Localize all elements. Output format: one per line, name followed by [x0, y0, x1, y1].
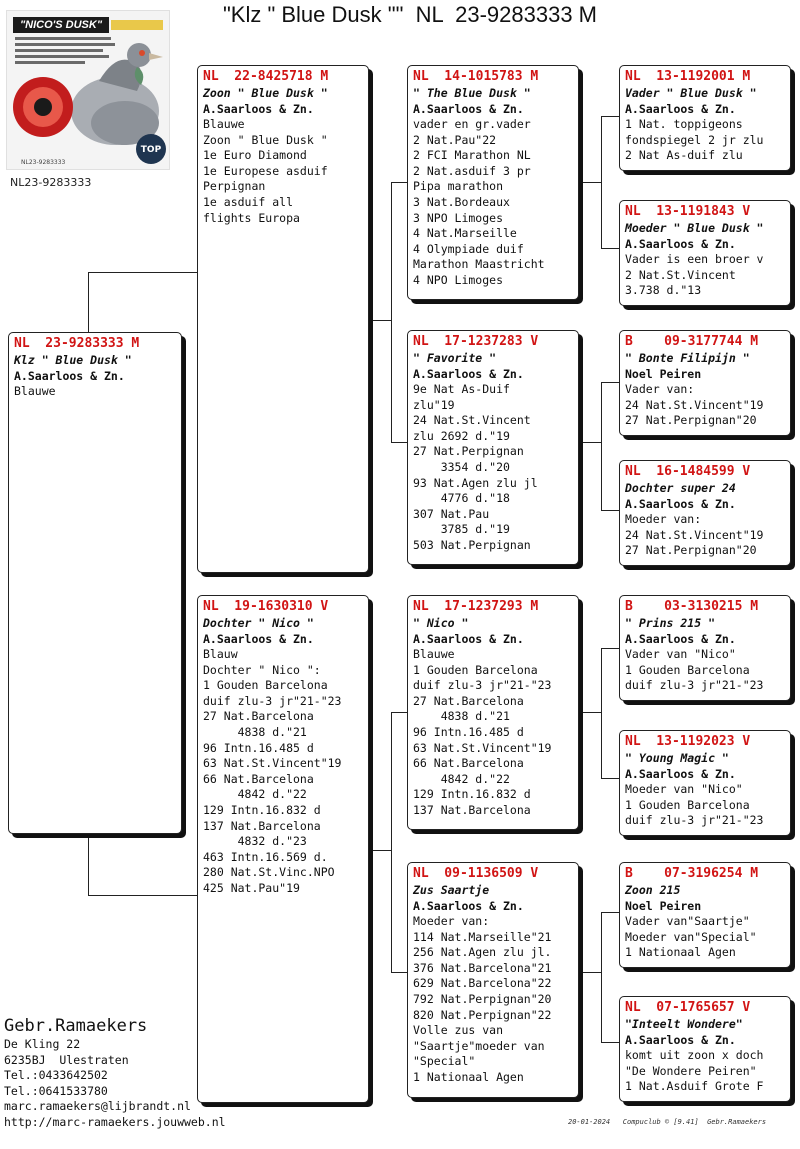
ring-number: NL 22-8425718 M [203, 69, 329, 84]
info-line: Blauwe [14, 384, 56, 398]
info-line: 2 Nat.Pau"22 [413, 132, 497, 147]
info-line: flights Europa [203, 210, 300, 225]
pedigree-box-fm [407, 330, 579, 565]
breeder-name: A.Saarloos & Zn. [625, 767, 736, 781]
info-line: 2 Nat.asduif 3 pr [413, 163, 531, 178]
ring-number: NL 19-1630310 V [203, 599, 329, 614]
pedigree-box-mmf [619, 862, 791, 968]
owner-name: Gebr.Ramaekers [4, 1016, 148, 1036]
pedigree-box-father [197, 65, 369, 573]
info-line: Volle zus van [413, 1023, 504, 1038]
breeder-name: A.Saarloos & Zn. [413, 367, 524, 381]
pigeon-name: Zus Saartje [413, 883, 490, 897]
breeder-name: A.Saarloos & Zn. [625, 632, 736, 646]
info-line: Perpignan [203, 179, 266, 194]
pigeon-name: Klz " Blue Dusk " [14, 353, 132, 367]
breeder-name: A.Saarloos & Zn. [14, 369, 125, 383]
owner-mobile: Tel.:0641533780 [4, 1083, 108, 1098]
pigeon-name: Dochter super 24 [625, 481, 736, 495]
info-line: 1e Europese asduif [203, 163, 328, 178]
pedigree-box-mf [407, 595, 579, 830]
pedigree-box-ff [407, 65, 579, 300]
info-line: 4842 d."22 [413, 771, 510, 786]
info-line: 307 Nat.Pau [413, 506, 490, 521]
pigeon-name: Dochter " Nico " [203, 616, 314, 630]
owner-website: http://marc-ramaekers.jouwweb.nl [4, 1114, 226, 1129]
info-line: 27 Nat.Barcelona [413, 693, 524, 708]
pigeon-name: " Nico " [413, 616, 469, 630]
info-line: 1 Nationaal Agen [625, 945, 736, 960]
info-line: Blauwe [203, 117, 245, 131]
photo-banner: "NICO'S DUSK" [13, 17, 109, 33]
info-line: Blauw [203, 647, 238, 661]
info-line: Dochter " Nico ": [203, 662, 321, 677]
info-line: 3 NPO Limoges [413, 210, 504, 225]
ring-number: NL 17-1237283 V [413, 334, 539, 349]
ring-number: NL 17-1237293 M [413, 599, 539, 614]
info-line: 4 Nat.Marseille [413, 226, 517, 241]
info-line: Vader van"Saartje" [625, 914, 750, 928]
info-line: 9e Nat As-Duif [413, 382, 510, 396]
photo-id-label: NL23-9283333 [10, 176, 92, 189]
info-line: Moeder van "Nico" [625, 782, 743, 796]
info-line: 1 Gouden Barcelona [625, 662, 750, 677]
info-line: 63 Nat.St.Vincent"19 [203, 756, 342, 771]
ring-number: NL 13-1191843 V [625, 204, 751, 219]
info-line: 376 Nat.Barcelona"21 [413, 960, 552, 975]
breeder-name: A.Saarloos & Zn. [625, 497, 736, 511]
info-line: 1 Gouden Barcelona [203, 678, 328, 693]
pigeon-name: " Young Magic " [625, 751, 729, 765]
info-line: Moeder van"Special" [625, 929, 757, 944]
info-line: 280 Nat.St.Vinc.NPO [203, 865, 335, 880]
info-line: 137 Nat.Barcelona [413, 802, 531, 817]
info-line: 629 Nat.Barcelona"22 [413, 976, 552, 991]
info-line: 66 Nat.Barcelona [413, 756, 524, 771]
info-line: 27 Nat.Perpignan"20 [625, 543, 757, 558]
pedigree-box-fff [619, 65, 791, 171]
info-line: 93 Nat.Agen zlu jl [413, 475, 538, 490]
owner-phone: Tel.:0433642502 [4, 1068, 108, 1083]
info-line: Marathon Maastricht [413, 257, 545, 272]
pigeon-name: "Inteelt Wondere" [625, 1017, 743, 1031]
breeder-name: A.Saarloos & Zn. [625, 1033, 736, 1047]
info-line: 820 Nat.Perpignan"22 [413, 1007, 552, 1022]
info-line: Vader is een broer v [625, 252, 764, 266]
info-line: 1 Nationaal Agen [413, 1069, 524, 1084]
info-line: Vader van: [625, 382, 695, 396]
pedigree-box-mmm [619, 996, 791, 1102]
info-line: 4 Olympiade duif [413, 241, 524, 256]
breeder-name: A.Saarloos & Zn. [413, 102, 524, 116]
breeder-name: A.Saarloos & Zn. [413, 632, 524, 646]
info-line: 24 Nat.St.Vincent"19 [625, 527, 764, 542]
info-line: 1 Gouden Barcelona [413, 662, 538, 677]
ring-number: NL 14-1015783 M [413, 69, 539, 84]
info-line: 792 Nat.Perpignan"20 [413, 991, 552, 1006]
info-line: fondspiegel 2 jr zlu [625, 132, 764, 147]
info-line: 129 Intn.16.832 d [413, 787, 531, 802]
info-line: 137 Nat.Barcelona [203, 818, 321, 833]
owner-block [4, 1015, 226, 1131]
info-line: 24 Nat.St.Vincent [413, 413, 531, 428]
ring-number: NL 07-1765657 V [625, 1000, 751, 1015]
breeder-name: A.Saarloos & Zn. [203, 632, 314, 646]
owner-address: De Kling 22 [4, 1037, 81, 1051]
pedigree-box-fmm [619, 460, 791, 566]
pedigree-box-fmf [619, 330, 791, 436]
info-line: duif zlu-3 jr"21-"23 [413, 678, 552, 693]
pigeon-name: " Bonte Filipijn " [625, 351, 750, 365]
info-line: "Saartje"moeder van [413, 1038, 545, 1053]
pigeon-photo [6, 10, 170, 170]
pedigree-box-subject [8, 332, 182, 834]
info-line: 3785 d."19 [413, 522, 510, 537]
info-line: 3.738 d."13 [625, 283, 702, 298]
ring-number: NL 23-9283333 M [14, 336, 140, 351]
info-line: 3 Nat.Bordeaux [413, 194, 510, 209]
info-line: 4842 d."22 [203, 787, 307, 802]
info-line: Blauwe [413, 647, 455, 661]
info-line: 4838 d."21 [413, 709, 510, 724]
info-line: 2 FCI Marathon NL [413, 148, 531, 163]
info-line: 503 Nat.Perpignan [413, 537, 531, 552]
ring-number: NL 13-1192023 V [625, 734, 751, 749]
info-line: Vader van "Nico" [625, 647, 736, 661]
footer-credits: 20-01-2024 Compuclub © [9.41] Gebr.Ramaekers [568, 1118, 767, 1126]
info-line: 4832 d."23 [203, 834, 307, 849]
info-line: 1 Gouden Barcelona [625, 797, 750, 812]
info-line: 114 Nat.Marseille"21 [413, 929, 552, 944]
info-line: 27 Nat.Barcelona [203, 709, 314, 724]
ring-number: B 09-3177744 M [625, 334, 759, 349]
info-line: zlu 2692 d."19 [413, 428, 510, 443]
pedigree-box-mff [619, 595, 791, 701]
info-line: 1e Euro Diamond [203, 148, 307, 163]
svg-text:TOP: TOP [140, 145, 162, 155]
breeder-name: A.Saarloos & Zn. [625, 102, 736, 116]
pigeon-name: " Prins 215 " [625, 616, 716, 630]
pigeon-illustration [7, 11, 169, 169]
info-line: 1 Nat.Asduif Grote F [625, 1079, 764, 1094]
pigeon-name: " The Blue Dusk " [413, 86, 531, 100]
info-line: duif zlu-3 jr"21-"23 [625, 678, 764, 693]
info-line: 463 Intn.16.569 d. [203, 849, 328, 864]
breeder-name: Noel Peiren [625, 899, 702, 913]
info-line: 24 Nat.St.Vincent"19 [625, 397, 764, 412]
info-line: "Special" [413, 1054, 476, 1069]
info-line: 27 Nat.Perpignan [413, 444, 524, 459]
info-line: 63 Nat.St.Vincent"19 [413, 740, 552, 755]
pigeon-name: Moeder " Blue Dusk " [625, 221, 764, 235]
pigeon-name: Zoon 215 [625, 883, 681, 897]
breeder-name: A.Saarloos & Zn. [203, 102, 314, 116]
pedigree-box-mm [407, 862, 579, 1098]
info-line: 1 Nat. toppigeons [625, 117, 743, 131]
ring-number: NL 09-1136509 V [413, 866, 539, 881]
ring-number: B 03-3130215 M [625, 599, 759, 614]
pigeon-name: Zoon " Blue Dusk " [203, 86, 328, 100]
info-line: 4 NPO Limoges [413, 272, 504, 287]
info-line: Moeder van: [625, 512, 702, 526]
photo-caption: NL23-9283333 [21, 159, 66, 166]
ring-number: NL 13-1192001 M [625, 69, 751, 84]
pedigree-box-mfm [619, 730, 791, 836]
info-line: 256 Nat.Agen zlu jl. [413, 945, 552, 960]
info-line: komt uit zoon x doch [625, 1048, 764, 1062]
info-line: duif zlu-3 jr"21-"23 [625, 813, 764, 828]
info-line: 27 Nat.Perpignan"20 [625, 413, 757, 428]
breeder-name: A.Saarloos & Zn. [625, 237, 736, 251]
info-line: zlu"19 [413, 397, 455, 412]
info-line: 2 Nat As-duif zlu [625, 148, 743, 163]
info-line: 1e asduif all [203, 194, 294, 209]
info-line: Moeder van: [413, 914, 490, 928]
info-line: 425 Nat.Pau"19 [203, 880, 300, 895]
info-line: Zoon " Blue Dusk " [203, 132, 328, 147]
breeder-name: A.Saarloos & Zn. [413, 899, 524, 913]
ring-number: NL 16-1484599 V [625, 464, 751, 479]
info-line: 129 Intn.16.832 d [203, 802, 321, 817]
info-line: 66 Nat.Barcelona [203, 771, 314, 786]
info-line: "De Wondere Peiren" [625, 1063, 757, 1078]
info-line: vader en gr.vader [413, 117, 531, 131]
page-title: "Klz " Blue Dusk "" NL 23-9283333 M [222, 2, 598, 27]
pedigree-box-ffm [619, 200, 791, 306]
info-line: duif zlu-3 jr"21-"23 [203, 693, 342, 708]
info-line: 4776 d."18 [413, 491, 510, 506]
ring-number: B 07-3196254 M [625, 866, 759, 881]
info-line: 96 Intn.16.485 d [203, 740, 314, 755]
info-line: 4838 d."21 [203, 724, 307, 739]
info-line: Pipa marathon [413, 179, 504, 194]
owner-city: 6235BJ Ulestraten [4, 1052, 129, 1067]
info-line: 3354 d."20 [413, 459, 510, 474]
info-line: 2 Nat.St.Vincent [625, 267, 736, 282]
breeder-name: Noel Peiren [625, 367, 702, 381]
pigeon-name: " Favorite " [413, 351, 497, 365]
info-line: 96 Intn.16.485 d [413, 724, 524, 739]
pigeon-name: Vader " Blue Dusk " [625, 86, 757, 100]
owner-email: marc.ramaekers@lijbrandt.nl [4, 1099, 191, 1114]
